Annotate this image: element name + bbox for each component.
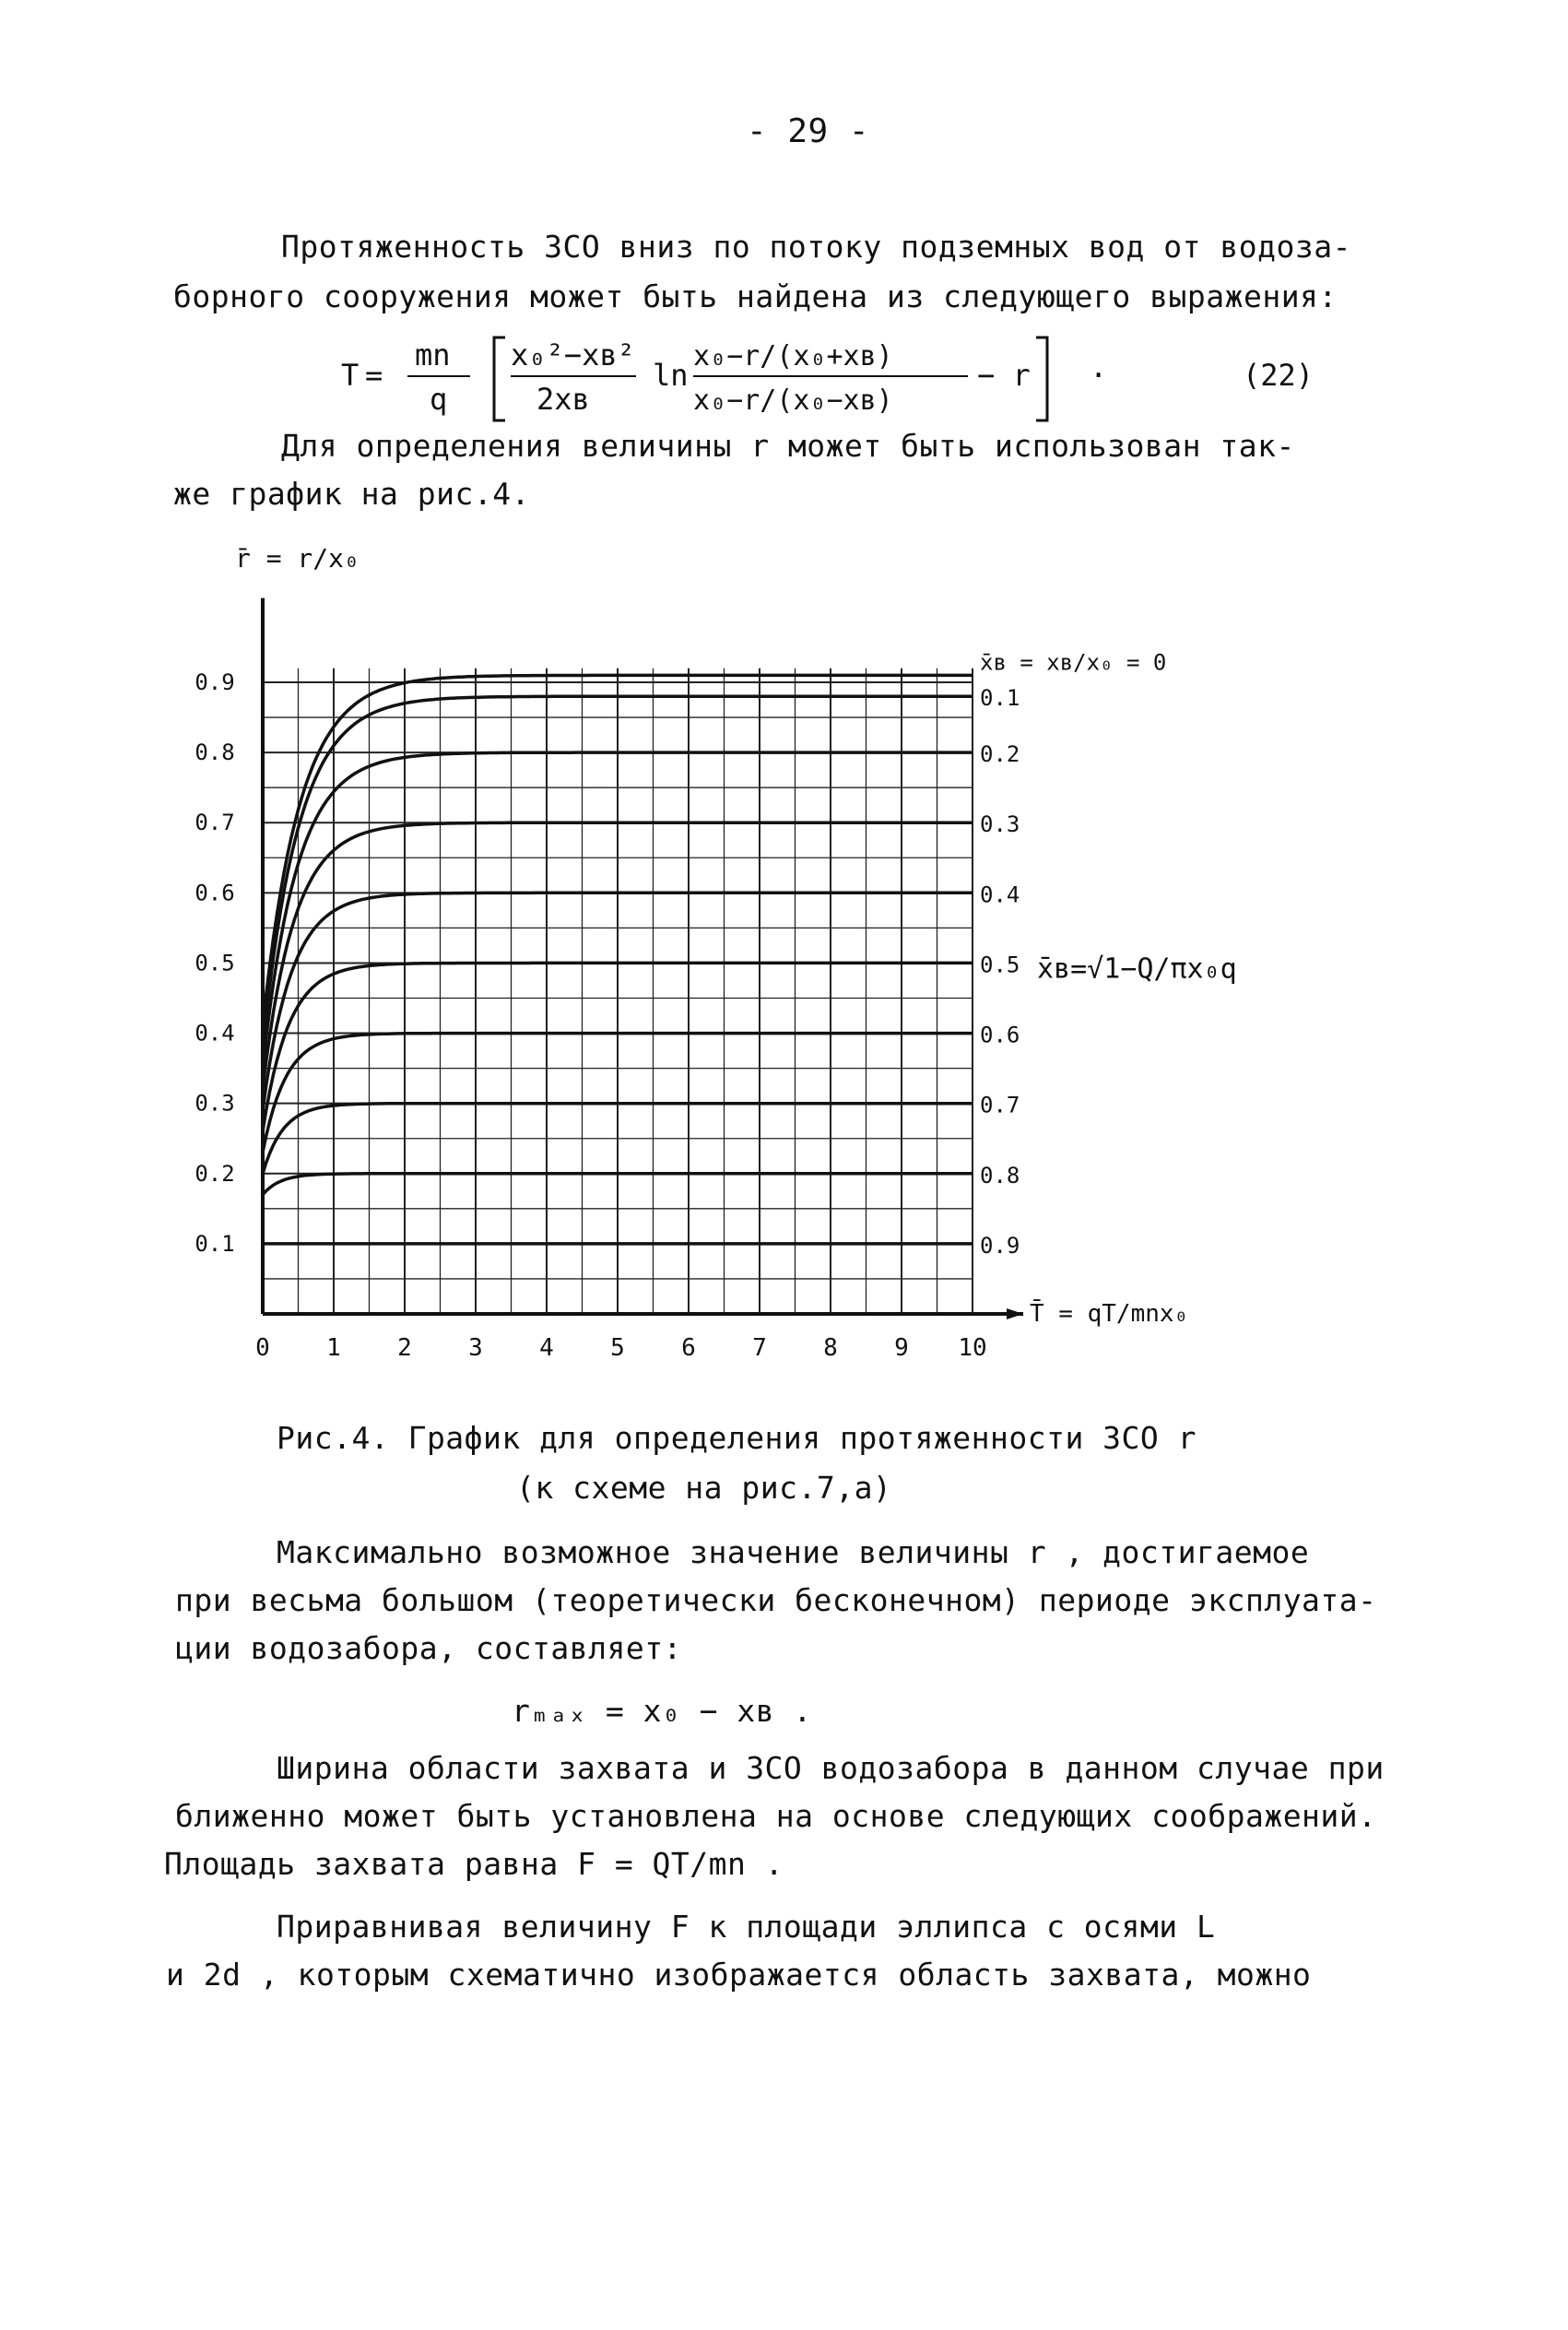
y-tick-label: 0.3 <box>195 1090 235 1117</box>
paragraph-1-line-2: борного сооружения может быть найдена из следующего выражения: <box>173 278 1338 314</box>
y-tick-label: 0.8 <box>195 739 235 766</box>
x-tick-label: 9 <box>894 1334 909 1362</box>
paragraph-2-line-1: Для определения величины r может быть использован так- <box>281 428 1295 464</box>
x-axis-arrow <box>1007 1308 1023 1319</box>
eq-frac-den: q <box>430 382 448 417</box>
x-tick-label: 5 <box>610 1334 625 1362</box>
equation-rmax: rₘₐₓ = x₀ − xв . <box>512 1693 812 1729</box>
eq-lhs: T <box>341 358 360 393</box>
x-tick-label: 2 <box>397 1334 412 1362</box>
figure-caption-line-1: Рис.4. График для определения протяженности ЗСО r <box>277 1420 1197 1456</box>
eq-inner-den: 2xв <box>536 382 590 417</box>
series-label-0: x̄в = xв/x₀ = 0 <box>980 649 1167 676</box>
series-label-0.2: 0.2 <box>980 741 1020 768</box>
x-axis-label: T̄ = qT/mnx₀ <box>1030 1300 1189 1328</box>
series-label-0.6: 0.6 <box>980 1022 1020 1048</box>
figure-4-chart <box>184 539 1291 1369</box>
paragraph-4-line-3: Площадь захвата равна F = QT/mn . <box>164 1846 784 1882</box>
x-tick-label: 0 <box>255 1334 270 1362</box>
x-tick-label: 1 <box>326 1334 341 1362</box>
y-tick-label: 0.5 <box>195 950 235 976</box>
page-number: - 29 - <box>747 112 870 150</box>
x-tick-label: 3 <box>468 1334 483 1362</box>
eq-ln: ln <box>653 358 689 393</box>
y-tick-label: 0.7 <box>195 810 235 836</box>
x-tick-label: 4 <box>539 1334 554 1362</box>
x-tick-label: 7 <box>752 1334 767 1362</box>
y-tick-label: 0.6 <box>195 880 235 906</box>
chart-labels <box>195 543 1236 1362</box>
x-tick-label: 10 <box>958 1334 987 1362</box>
chart-axes <box>263 598 1023 1319</box>
paragraph-5-line-2: и 2d , которым схематично изображается область захвата, можно <box>166 1957 1312 1993</box>
series-label-0.8: 0.8 <box>980 1162 1020 1189</box>
y-tick-label: 0.1 <box>195 1230 235 1257</box>
paragraph-2-line-2: же график на рис.4. <box>173 476 530 512</box>
paragraph-3-line-1: Максимально возможное значение величины r , достигаемое <box>277 1534 1310 1570</box>
series-label-0.3: 0.3 <box>980 811 1020 838</box>
series-label-0.9: 0.9 <box>980 1232 1020 1259</box>
series-label-0.1: 0.1 <box>980 685 1020 712</box>
y-tick-label: 0.9 <box>195 669 235 695</box>
equation-22 <box>332 325 1530 426</box>
eq-inner-num: x₀²−xв² <box>511 337 635 373</box>
paragraph-4-line-2: ближенно может быть установлена на основе следующих соображений. <box>175 1798 1377 1834</box>
x-tick-label: 8 <box>823 1334 838 1362</box>
y-tick-label: 0.4 <box>195 1020 235 1047</box>
paragraph-3-line-2: при весьма большом (теоретически бесконечном) периоде эксплуата- <box>175 1582 1377 1618</box>
chart-formula: x̄в=√1−Q/πx₀q <box>1037 952 1237 986</box>
eq-log-num: x₀−r/(x₀+xв) <box>693 340 893 373</box>
y-tick-label: 0.2 <box>195 1160 235 1187</box>
paragraph-5-line-1: Приравнивая величину F к площади эллипса с осями L <box>277 1909 1216 1945</box>
x-tick-label: 6 <box>681 1334 696 1362</box>
y-axis-label: r̄ = r/x₀ <box>235 543 360 574</box>
series-label-0.4: 0.4 <box>980 881 1020 908</box>
eq-dot: · <box>1090 358 1108 393</box>
figure-caption-line-2: (к схеме на рис.7,а) <box>516 1470 892 1506</box>
eq-equals: = <box>365 358 383 393</box>
paragraph-4-line-1: Ширина области захвата и ЗСО водозабора в данном случае при <box>277 1750 1385 1786</box>
eq-log-den: x₀−r/(x₀−xв) <box>693 384 893 417</box>
eq-frac-num: mn <box>415 337 451 373</box>
paragraph-3-line-3: ции водозабора, составляет: <box>175 1630 682 1666</box>
paragraph-1-line-1: Протяженность ЗСО вниз по потоку подземных вод от водоза- <box>281 229 1351 265</box>
series-label-0.7: 0.7 <box>980 1092 1020 1118</box>
eq-tail: − r <box>977 358 1031 393</box>
series-label-0.5: 0.5 <box>980 952 1020 978</box>
eq-number: (22) <box>1243 358 1315 393</box>
